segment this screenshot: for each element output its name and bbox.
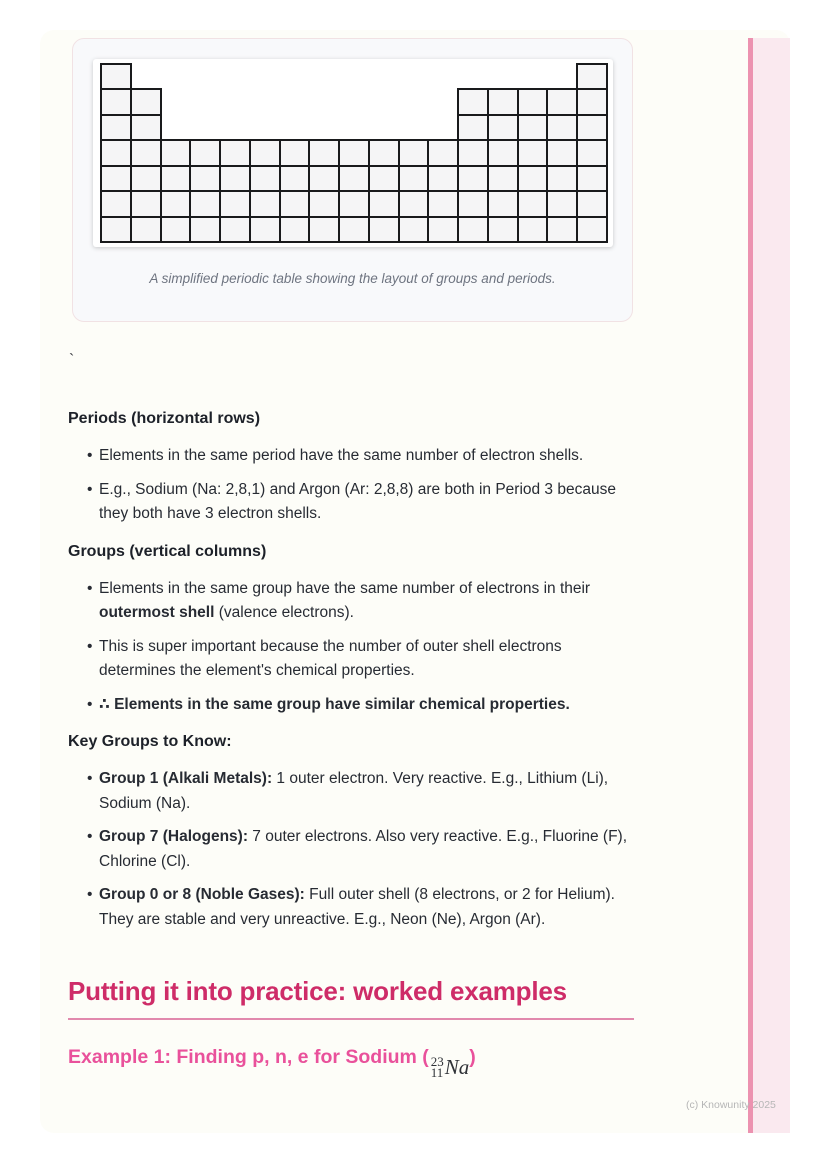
element-cell: [130, 114, 162, 141]
sections-container: [68, 408, 634, 932]
list-item: [68, 444, 634, 469]
text-run: Group 7 (Halogens):: [99, 828, 248, 845]
element-cell: [100, 139, 132, 167]
element-cell: [427, 139, 459, 167]
page-edge-accent-strip: [748, 38, 790, 1133]
element-cell: [100, 216, 132, 243]
bullet-list: [68, 577, 634, 718]
element-cell: [546, 114, 578, 141]
element-cell: [487, 216, 519, 243]
stray-backtick: `: [69, 352, 75, 369]
element-cell: [546, 165, 578, 192]
text-run: ∴ Elements in the same group have similar chemical properties.: [99, 695, 570, 713]
element-cell: [279, 165, 310, 192]
text-run: Elements in the same group have the same number of electrons in their: [99, 579, 591, 597]
nuclide-notation: [429, 1056, 470, 1078]
element-cell: [517, 216, 548, 243]
element-cell: [338, 216, 370, 243]
element-cell: [457, 139, 489, 167]
list-item: [68, 478, 634, 527]
text-run: This is super important because the number of outer shell electrons determines the element's chemical properties.: [99, 637, 562, 679]
element-cell: [576, 88, 608, 116]
element-cell: [308, 216, 340, 243]
element-cell: [368, 139, 400, 167]
element-cell: [219, 190, 251, 218]
periodic-table-grid: [100, 63, 606, 241]
figure-card: [72, 38, 633, 322]
element-cell: [219, 216, 251, 243]
element-cell: [487, 165, 519, 192]
text-run: Full outer shell (8 electrons, or 2 for Helium). They are stable and very unreactive. E.g., Neon (Ne), Argon (Ar).: [99, 886, 615, 928]
element-cell: [368, 190, 400, 218]
bullet-list: [68, 767, 634, 932]
element-cell: [368, 216, 400, 243]
element-cell: [219, 165, 251, 192]
element-cell: [517, 139, 548, 167]
element-cell: [160, 165, 191, 192]
list-item: [68, 577, 634, 626]
copyright-watermark: (c) Knowunity 2025: [686, 1099, 776, 1111]
periodic-table-image: [93, 59, 613, 247]
list-item: [68, 883, 634, 932]
element-symbol: Na: [444, 1054, 470, 1079]
text-run: Elements in the same period have the same number of electron shells.: [99, 447, 584, 464]
figure-caption: A simplified periodic table showing the layout of groups and periods.: [149, 271, 556, 286]
element-cell: [517, 88, 548, 116]
atomic-number: 11: [430, 1065, 444, 1080]
element-cell: [457, 216, 489, 243]
worked-examples-title: Putting it into practice: worked examples: [68, 974, 634, 1020]
element-cell: [130, 139, 162, 167]
element-cell: [576, 139, 608, 167]
mass-number: 23: [430, 1054, 444, 1069]
bullet-list: [68, 444, 634, 527]
element-cell: [546, 139, 578, 167]
text-run: Group 1 (Alkali Metals):: [99, 770, 273, 787]
element-cell: [279, 216, 310, 243]
section-heading: Periods (horizontal rows): [68, 410, 261, 427]
element-cell: [249, 165, 281, 192]
element-cell: [576, 190, 608, 218]
example1-heading: [68, 1044, 634, 1078]
element-cell: [160, 190, 191, 218]
element-cell: [219, 139, 251, 167]
element-cell: [100, 88, 132, 116]
text-run: outermost shell: [99, 604, 215, 621]
list-item: [68, 825, 634, 874]
element-cell: [100, 165, 132, 192]
element-cell: [546, 88, 578, 116]
element-cell: [517, 114, 548, 141]
element-cell: [160, 139, 191, 167]
element-cell: [398, 216, 429, 243]
element-cell: [160, 216, 191, 243]
element-cell: [457, 88, 489, 116]
element-cell: [130, 190, 162, 218]
list-item: [68, 767, 634, 816]
element-cell: [517, 165, 548, 192]
element-cell: [576, 114, 608, 141]
element-cell: [130, 88, 162, 116]
element-cell: [368, 165, 400, 192]
element-cell: [338, 139, 370, 167]
element-cell: [249, 139, 281, 167]
element-cell: [546, 190, 578, 218]
element-cell: [457, 190, 489, 218]
element-cell: [457, 165, 489, 192]
text-run: (valence electrons).: [214, 604, 354, 621]
list-item: [68, 635, 634, 684]
element-cell: [576, 216, 608, 243]
element-cell: [487, 190, 519, 218]
element-cell: [487, 88, 519, 116]
text-run: 1 outer electron. Very reactive. E.g., Lithium (Li), Sodium (Na).: [99, 770, 609, 812]
text-run: Group 0 or 8 (Noble Gases):: [99, 886, 305, 903]
element-cell: [279, 139, 310, 167]
element-cell: [546, 216, 578, 243]
section-heading: Key Groups to Know:: [68, 733, 232, 750]
element-cell: [308, 190, 340, 218]
element-cell: [100, 63, 132, 90]
nuclide-numbers: [431, 1056, 444, 1078]
element-cell: [189, 165, 221, 192]
example1-heading-text: Example 1: Finding p, n, e for Sodium (: [68, 1046, 429, 1068]
element-cell: [100, 190, 132, 218]
list-item: [68, 693, 634, 718]
element-cell: [100, 114, 132, 141]
section-heading: Groups (vertical columns): [68, 542, 267, 560]
element-cell: [517, 190, 548, 218]
content-column: [68, 398, 634, 1078]
text-run: 7 outer electrons. Also very reactive. E.g., Fluorine (F), Chlorine (Cl).: [99, 828, 628, 870]
element-cell: [487, 139, 519, 167]
text-run: E.g., Sodium (Na: 2,8,1) and Argon (Ar: 2,8,8) are both in Period 3 because they both have 3 electron shells.: [99, 480, 616, 522]
element-cell: [427, 165, 459, 192]
element-cell: [189, 216, 221, 243]
element-cell: [487, 114, 519, 141]
element-cell: [398, 190, 429, 218]
element-cell: [338, 190, 370, 218]
element-cell: [249, 190, 281, 218]
element-cell: [398, 165, 429, 192]
element-cell: [576, 165, 608, 192]
element-cell: [189, 190, 221, 218]
element-cell: [338, 165, 370, 192]
element-cell: [457, 114, 489, 141]
element-cell: [398, 139, 429, 167]
example1-heading-close-paren: ): [469, 1046, 476, 1068]
element-cell: [249, 216, 281, 243]
element-cell: [576, 63, 608, 90]
element-cell: [130, 216, 162, 243]
element-cell: [189, 139, 221, 167]
element-cell: [427, 190, 459, 218]
element-cell: [279, 190, 310, 218]
element-cell: [308, 139, 340, 167]
element-cell: [130, 165, 162, 192]
element-cell: [427, 216, 459, 243]
element-cell: [308, 165, 340, 192]
